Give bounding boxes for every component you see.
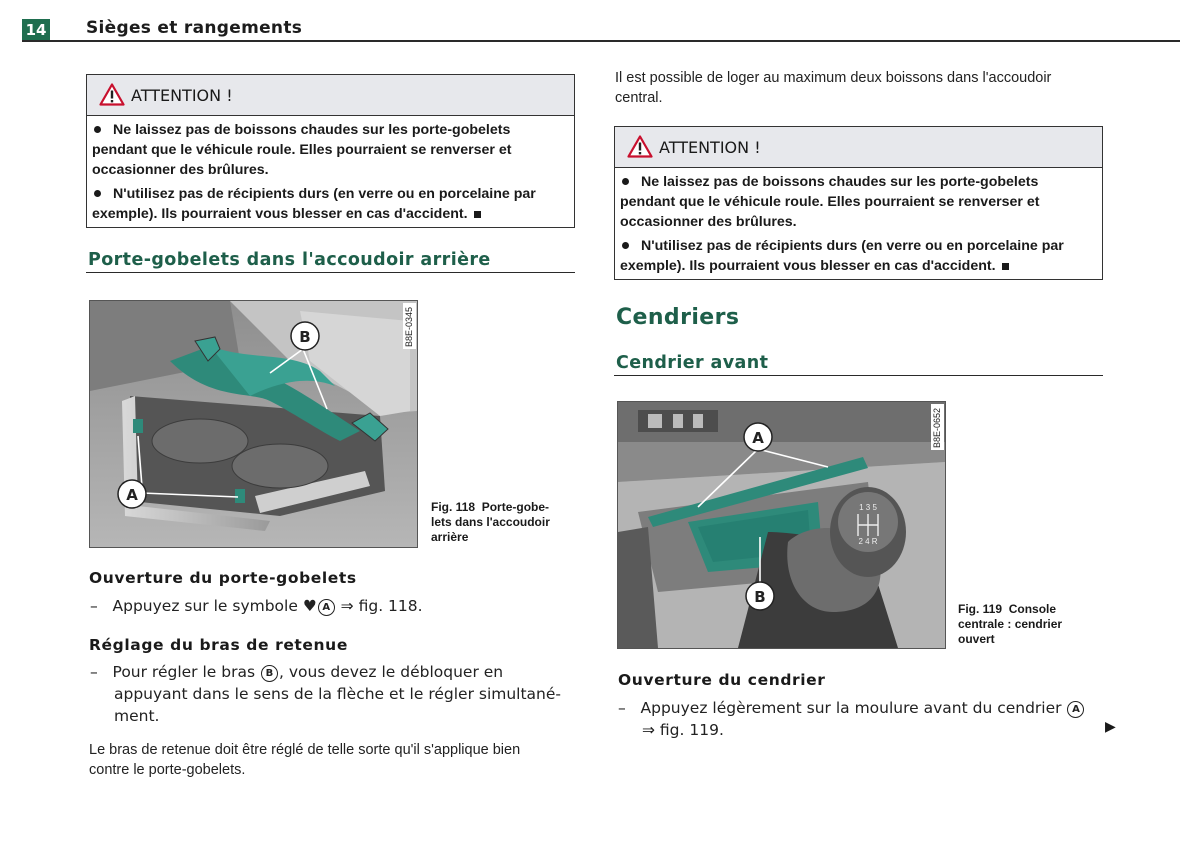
warning-title: ATTENTION ! — [131, 86, 233, 105]
caption-line: arrière — [431, 530, 469, 544]
subsection-title: Ouverture du cendrier — [618, 671, 826, 689]
figure-caption — [431, 500, 571, 545]
warning-triangle-icon — [99, 83, 125, 106]
caption-line — [431, 500, 571, 515]
end-mark-icon — [1002, 263, 1009, 270]
gear-pattern-bottom: 2 4 R — [858, 537, 878, 546]
bullet-icon — [94, 190, 101, 197]
caption-number: Fig. 119 — [958, 602, 1003, 616]
section-title: Porte-gobelets dans l'accoudoir arrière — [88, 250, 491, 270]
subsection-title: Réglage du bras de retenue — [89, 636, 348, 654]
figure-119 — [617, 401, 946, 649]
warning-text: N'utilisez pas de récipients durs (en verre ou en porcelaine par exemple). Ils pourraient vous blesser en cas d'accident. — [620, 238, 1064, 274]
bullet-icon — [622, 178, 629, 185]
instruction-text: , vous devez le débloquer en — [278, 663, 504, 681]
note — [89, 740, 589, 780]
warning-text: N'utilisez pas de récipients durs (en verre ou en porcelaine par exemple). Ils pourraient vous blesser en cas d'accident. — [92, 186, 536, 222]
callout-b: B — [754, 588, 766, 606]
callout-a-inline: A — [1067, 701, 1084, 718]
figure-118 — [89, 300, 418, 548]
ashtray-illustration — [618, 402, 945, 648]
dash: – — [618, 699, 626, 717]
warning-item — [620, 172, 1096, 232]
instruction-text: Appuyez légèrement sur la moulure avant du cendrier — [640, 699, 1062, 717]
caption-line: lets dans l'accoudoir — [431, 515, 550, 529]
cup-symbol-icon: ♥︎ — [302, 597, 317, 615]
warning-header — [615, 127, 1102, 168]
caption-line: ouvert — [958, 632, 995, 646]
warning-text: Ne laissez pas de boissons chaudes sur les porte-gobelets pendant que le véhicule roule. Elles pourraient se renverser et occasionner des brûlures. — [620, 174, 1040, 230]
section-rule — [86, 272, 575, 273]
instruction-ref: ⇒ fig. 118. — [340, 597, 423, 615]
continue-arrow-icon: ▶ — [1105, 719, 1116, 735]
intro-text — [615, 68, 1115, 108]
instruction — [618, 697, 1108, 741]
bullet-icon — [94, 126, 101, 133]
instruction-text: Appuyez sur le symbole — [112, 597, 298, 615]
warning-box-left — [86, 74, 575, 228]
warning-title: ATTENTION ! — [659, 138, 761, 157]
chapter-title: Cendriers — [616, 305, 740, 330]
cupholder-illustration — [90, 301, 417, 547]
warning-item — [92, 184, 568, 224]
note-line: Le bras de retenue doit être réglé de telle sorte qu'il s'applique bien — [89, 742, 521, 758]
gear-pattern-top: 1 3 5 — [859, 503, 877, 512]
bullet-icon — [622, 242, 629, 249]
figure-caption — [958, 602, 1098, 647]
caption-text: Porte-gobe- — [481, 500, 550, 514]
header-rule — [22, 40, 1180, 42]
warning-text: Ne laissez pas de boissons chaudes sur les porte-gobelets pendant que le véhicule roule. Elles pourraient se renverser et occasionner des brûlures. — [92, 122, 512, 178]
instruction-line — [618, 697, 1108, 719]
warning-item — [620, 236, 1096, 276]
warning-header — [87, 75, 574, 116]
warning-item — [92, 120, 568, 180]
callout-b-inline: B — [261, 665, 278, 682]
dash: – — [90, 663, 98, 681]
callout-a: A — [752, 429, 764, 447]
caption-line: centrale : cendrier — [958, 617, 1063, 631]
warning-body — [615, 168, 1102, 279]
dash: – — [90, 597, 98, 615]
warning-triangle-icon — [627, 135, 653, 158]
warning-box-right — [614, 126, 1103, 280]
note-line: contre le porte-gobelets. — [89, 762, 246, 778]
callout-a: A — [126, 486, 138, 504]
running-title: Sièges et rangements — [86, 18, 303, 38]
warning-body — [87, 116, 574, 227]
callout-a-inline: A — [318, 599, 335, 616]
intro-line: central. — [615, 90, 663, 106]
instruction-line — [90, 661, 590, 683]
instruction — [90, 595, 423, 617]
end-mark-icon — [474, 211, 481, 218]
instruction-line: appuyant dans le sens de la flèche et le régler simultané- — [114, 685, 562, 703]
callout-b: B — [299, 328, 311, 346]
intro-line: Il est possible de loger au maximum deux boissons dans l'accoudoir — [615, 70, 1052, 86]
figure-code: B8E-0652 — [932, 407, 942, 448]
caption-text: Console — [1008, 602, 1057, 616]
instruction-line: ment. — [114, 707, 160, 725]
section-rule — [614, 375, 1103, 376]
instruction-text: Pour régler le bras — [112, 663, 256, 681]
subsection-title: Ouverture du porte-gobelets — [89, 569, 357, 587]
instruction-line: ⇒ fig. 119. — [642, 721, 724, 739]
page-number: 14 — [22, 19, 50, 41]
section-title: Cendrier avant — [616, 353, 769, 373]
instruction — [90, 661, 590, 727]
caption-number: Fig. 118 — [431, 500, 476, 514]
caption-line — [958, 602, 1098, 617]
figure-code: B8E-0345 — [404, 306, 414, 347]
